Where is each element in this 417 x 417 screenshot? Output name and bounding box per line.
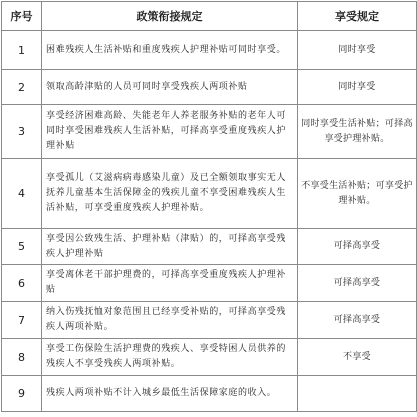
row-policy: 困难残疾人生活补贴和重度残疾人护理补贴可同时享受。 [42,31,298,70]
row-index: 6 [2,265,42,302]
row-policy: 残疾人两项补贴不计入城乡最低生活保障家庭的收入。 [42,376,298,412]
row-index: 3 [2,105,42,159]
row-policy: 享受经济困难高龄、失能老年人养老服务补贴的老年人可同时享受困难残疾人生活补贴，可择高享受重度残疾人护理补贴 [42,105,298,159]
row-index: 2 [2,70,42,105]
row-index: 8 [2,339,42,376]
table-row [2,376,417,412]
row-policy: 享受因公致残生活、护理补贴（津贴）的，可择高享受残疾人护理补贴 [42,229,298,265]
table-row [2,339,417,376]
table-row [2,31,417,70]
row-policy: 享受离休老干部护理费的，可择高享受重度残疾人护理补贴 [42,265,298,302]
header-policy: 政策衔接规定 [42,2,298,31]
row-policy: 享受工伤保险生活护理费的残疾人、享受特困人员供养的残疾人不享受残疾人两项补贴。 [42,339,298,376]
row-index: 5 [2,229,42,265]
table-row [2,229,417,265]
row-policy: 纳入伤残抚恤对象范围且已经享受补贴的，可择高享受残疾人两项补贴。 [42,302,298,339]
row-index: 1 [2,31,42,70]
table-row [2,302,417,339]
row-benefit: 同时享受生活补贴；可择高享受护理补贴。 [298,105,417,159]
row-benefit [298,376,417,412]
row-policy: 领取高龄津贴的人员可同时享受残疾人两项补贴 [42,70,298,105]
row-benefit: 可择高享受 [298,229,417,265]
table-row [2,159,417,229]
table-row [2,70,417,105]
row-index: 9 [2,376,42,412]
policy-table [1,1,417,412]
row-index: 4 [2,159,42,229]
header-benefit: 享受规定 [298,2,417,31]
header-row [2,2,417,31]
row-index: 7 [2,302,42,339]
table-row [2,105,417,159]
row-benefit: 可择高享受 [298,302,417,339]
row-benefit: 可择高享受 [298,265,417,302]
header-index: 序号 [2,2,42,31]
row-benefit: 同时享受 [298,70,417,105]
row-policy: 享受孤儿（艾滋病病毒感染儿童）及已全额领取事实无人抚养儿童基本生活保障金的残疾儿童不享受困难残疾人生活补贴，可享受重度残疾人护理补贴。 [42,159,298,229]
row-benefit: 不享受 [298,339,417,376]
row-benefit: 同时享受 [298,31,417,70]
table-row [2,265,417,302]
row-benefit: 不享受生活补贴；可享受护理补贴。 [298,159,417,229]
